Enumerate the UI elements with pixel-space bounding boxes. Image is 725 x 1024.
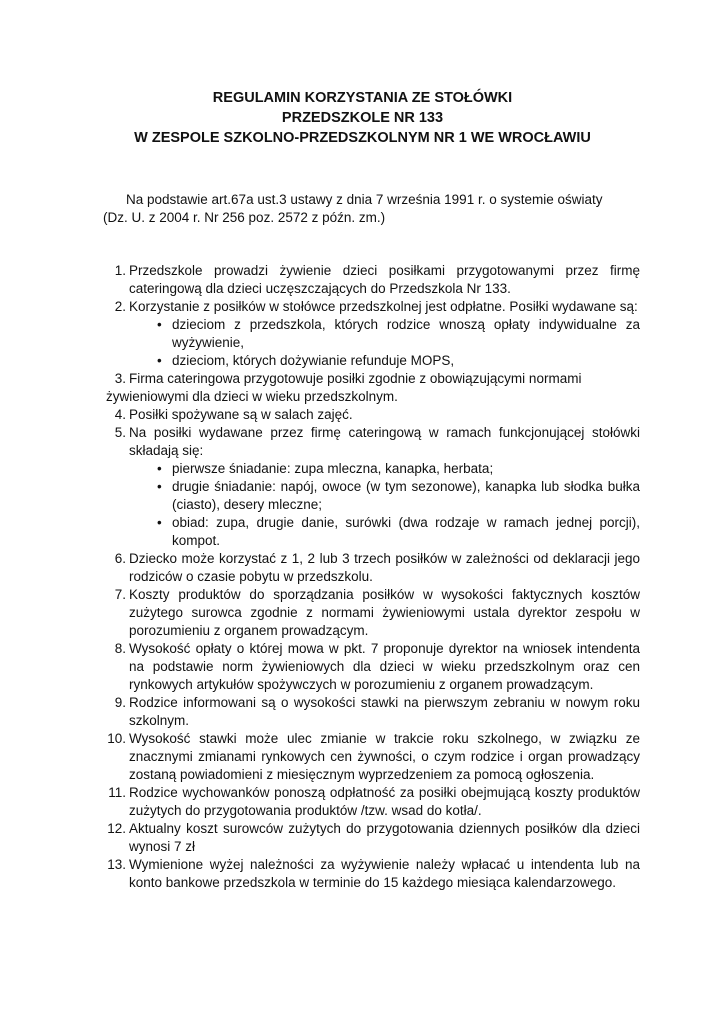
bullet-icon: • <box>157 317 162 332</box>
bullet-icon: • <box>157 461 162 476</box>
item-text-continued: żywieniowymi dla dzieci w wieku przedszkolnym. <box>106 389 398 404</box>
regulation-item-13 <box>107 856 640 892</box>
bullet-list <box>157 460 640 550</box>
bullet-icon: • <box>157 353 162 368</box>
item-text: Dziecko może korzystać z 1, 2 lub 3 trzech posiłków w zależności od deklaracji jego rodziców o czasie pobytu w przedszkolu. <box>129 551 640 584</box>
item-number: 4. <box>114 407 126 422</box>
legal-basis-line-2: (Dz. U. z 2004 r. Nr 256 poz. 2572 z późn. zm.) <box>103 210 386 225</box>
item-number: 5. <box>114 425 126 440</box>
regulation-item-9 <box>114 694 640 730</box>
bullet-icon: • <box>157 515 162 530</box>
item-number: 12. <box>107 821 126 836</box>
bullet-icon: • <box>157 479 162 494</box>
regulation-item-11 <box>108 784 640 820</box>
regulation-item-5 <box>114 424 640 550</box>
regulation-item-6 <box>114 550 640 586</box>
regulation-list <box>0 262 725 892</box>
regulation-item-10 <box>107 730 640 784</box>
bullet-item: • obiad: zupa, drugie danie, surówki (dwa rodzaje w ramach jednej porcji), kompot. <box>157 515 640 548</box>
regulation-item-4 <box>114 406 640 424</box>
item-number: 10. <box>107 731 126 746</box>
regulation-item-12 <box>107 820 640 856</box>
document-title-line-3: W ZESPOLE SZKOLNO-PRZEDSZKOLNYM NR 1 WE WROCŁAWIU <box>134 130 591 146</box>
regulation-item-3 <box>106 370 640 406</box>
item-number: 13. <box>107 857 126 872</box>
regulation-item-2 <box>114 298 640 370</box>
item-text: Przedszkole prowadzi żywienie dzieci posiłkami przygotowanymi przez firmę cateringową dla dzieci uczęszczających do Przedszkola Nr 133. <box>129 263 640 296</box>
item-number: 1. <box>114 263 126 278</box>
bullet-list <box>157 316 640 370</box>
legal-basis-line-1: Na podstawie art.67a ust.3 ustawy z dnia 7 września 1991 r. o systemie oświaty <box>126 192 603 207</box>
item-number: 8. <box>114 641 126 656</box>
item-text: Aktualny koszt surowców zużytych do przygotowania dziennych posiłków dla dzieci wynosi 7 zł <box>129 821 640 854</box>
item-number: 6. <box>114 551 126 566</box>
item-number: 3. <box>114 371 126 386</box>
item-text: Wysokość stawki może ulec zmianie w trakcie roku szkolnego, w związku ze znacznymi zmianami rynkowych cen żywności, o czym rodzice i organ prowadzący zostaną powiadomieni z miesięcznym wyprzedzeniem za pomocą ogłoszenia. <box>129 731 640 782</box>
item-number: 7. <box>114 587 126 602</box>
document-title-line-2: PRZEDSZKOLE NR 133 <box>281 110 444 126</box>
item-number: 11. <box>108 785 126 800</box>
item-text: Rodzice informowani są o wysokości stawki na pierwszym zebraniu w nowym roku szkolnym. <box>129 695 640 728</box>
item-text: Firma cateringowa przygotowuje posiłki zgodnie z obowiązującymi normami <box>129 371 582 386</box>
item-number: 2. <box>114 299 126 314</box>
item-text: Wysokość opłaty o której mowa w pkt. 7 proponuje dyrektor na wniosek intendenta na podstawie norm żywieniowych dla dzieci w wieku przedszkolnym oraz cen rynkowych artykułów spożywczych w porozumieniu z organem prowadzącym. <box>129 641 640 692</box>
bullet-item: • dzieciom z przedszkola, których rodzice wnoszą opłaty indywidualne za wyżywienie, <box>157 317 640 350</box>
regulation-item-7 <box>114 586 640 640</box>
item-text: Na posiłki wydawane przez firmę cateringową w ramach funkcjonującej stołówki składają się: <box>129 425 640 458</box>
bullet-item: • pierwsze śniadanie: zupa mleczna, kanapka, herbata; <box>157 461 494 476</box>
bullet-item: • dzieciom, których dożywianie refunduje MOPS, <box>157 353 455 368</box>
item-text: Posiłki spożywane są w salach zajęć. <box>129 407 353 422</box>
item-text: Korzystanie z posiłków w stołówce przedszkolnej jest odpłatne. Posiłki wydawane są: <box>129 299 638 314</box>
document-title-line-1: REGULAMIN KORZYSTANIA ZE STOŁÓWKI <box>212 90 513 106</box>
item-text: Wymienione wyżej należności za wyżywienie należy wpłacać u intendenta lub na konto bankowe przedszkola w terminie do 15 każdego miesiąca kalendarzowego. <box>129 857 640 890</box>
item-text: Rodzice wychowanków ponoszą odpłatność za posiłki obejmującą koszty produktów zużytych do przygotowania produktów /tzw. wsad do kotła/. <box>129 785 640 818</box>
bullet-item: • drugie śniadanie: napój, owoce (w tym sezonowe), kanapka lub słodka bułka (ciasto), desery mleczne; <box>157 479 640 512</box>
regulation-item-8 <box>114 640 640 694</box>
item-number: 9. <box>114 695 126 710</box>
item-text: Koszty produktów do sporządzania posiłków w wysokości faktycznych kosztów zużytego surowca zgodnie z normami żywieniowymi ustala dyrektor zespołu w porozumieniu z organem prowadzącym. <box>129 587 640 638</box>
regulation-item-1 <box>114 262 640 298</box>
